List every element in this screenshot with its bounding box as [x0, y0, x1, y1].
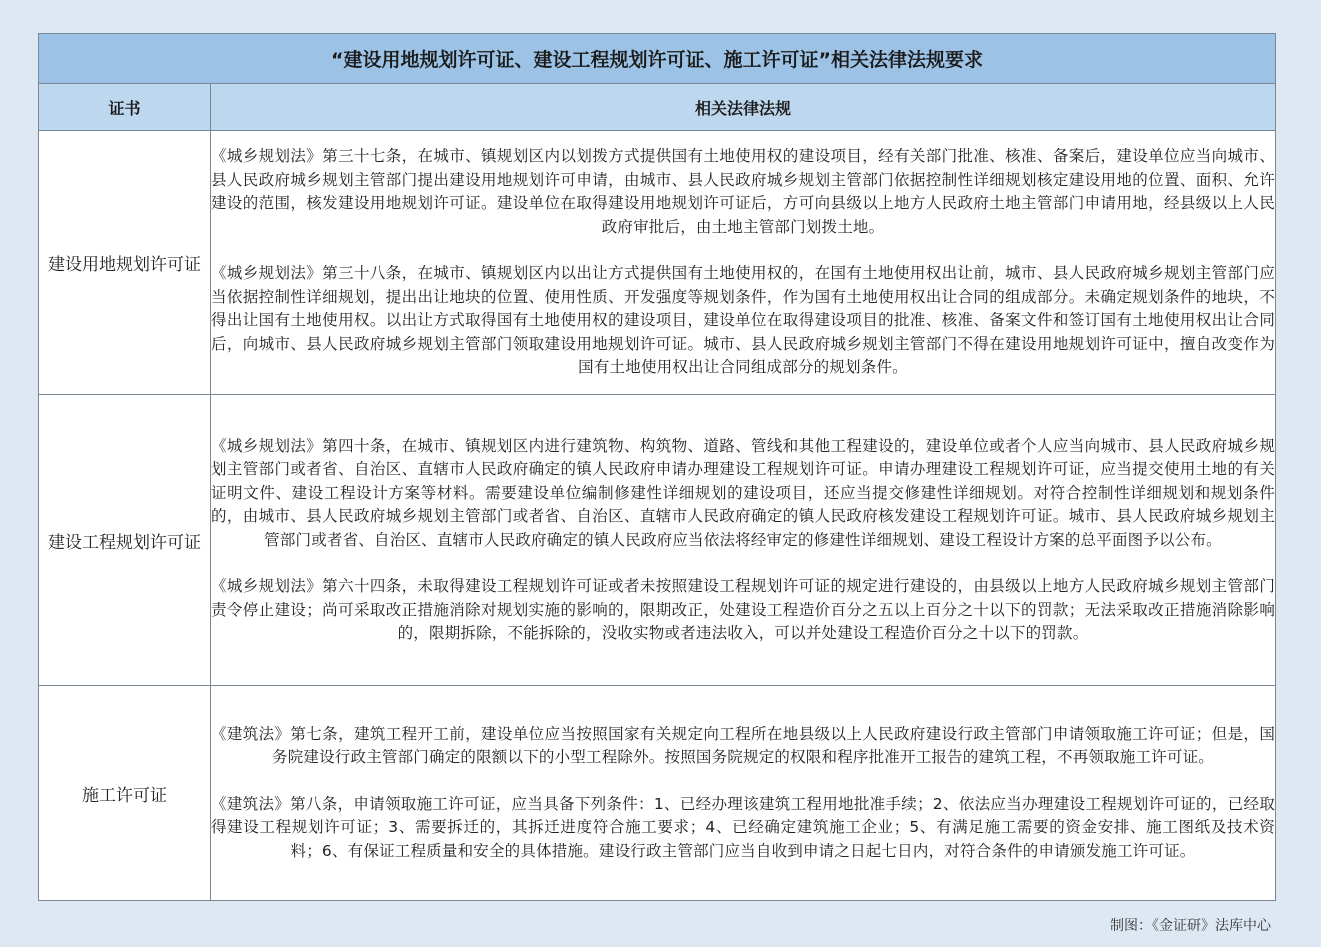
header-certificate: 证书	[39, 84, 211, 131]
law-paragraph: 《城乡规划法》第四十条，在城市、镇规划区内进行建筑物、构筑物、道路、管线和其他工程建设的，建设单位或者个人应当向城市、县人民政府城乡规划主管部门或者省、自治区、直辖市人民政府确定的镇人民政府申请办理建设工程规划许可证。申请办理建设工程规划许可证，应当提交使用土地的有关证明文件、建设工程设计方案等材料。需要建设单位编制修建性详细规划的建设项目，还应当提交修建性详细规划。对符合控制性详细规划和规划条件的，由城市、县人民政府城乡规划主管部门或者省、自治区、直辖市人民政府确定的镇人民政府核发建设工程规划许可证。城市、县人民政府城乡规划主管部门或者省、自治区、直辖市人民政府确定的镇人民政府应当依法将经审定的修建性详细规划、建设工程设计方案的总平面图予以公布。	[211, 436, 1276, 549]
header-row	[39, 84, 1276, 131]
certificate-name: 建设工程规划许可证	[39, 395, 211, 686]
certificate-name: 建设用地规划许可证	[39, 131, 211, 395]
table-title: “建设用地规划许可证、建设工程规划许可证、施工许可证”相关法律法规要求	[39, 34, 1276, 84]
law-paragraph: 《城乡规划法》第三十八条，在城市、镇规划区内以出让方式提供国有土地使用权的，在国有土地使用权出让前，城市、县人民政府城乡规划主管部门应当依据控制性详细规划，提出出让地块的位置、使用性质、开发强度等规划条件，作为国有土地使用权出让合同的组成部分。未确定规划条件的地块，不得出让国有土地使用权。以出让方式取得国有土地使用权的建设项目，建设单位在取得建设项目的批准、核准、备案文件和签订国有土地使用权出让合同后，向城市、县人民政府城乡规划主管部门领取建设用地规划许可证。城市、县人民政府城乡规划主管部门不得在建设用地规划许可证中，擅自改变作为国有土地使用权出让合同组成部分的规划条件。	[211, 264, 1276, 377]
title-row	[39, 34, 1276, 84]
law-paragraph: 《建筑法》第七条，建筑工程开工前，建设单位应当按照国家有关规定向工程所在地县级以上人民政府建设行政主管部门申请领取施工许可证；但是，国务院建设行政主管部门确定的限额以下的小型工程除外。按照国务院规定的权限和程序批准开工报告的建筑工程，不再领取施工许可证。	[211, 724, 1276, 767]
law-text-cell	[211, 395, 1276, 686]
law-requirements-table	[38, 33, 1276, 901]
law-text-cell	[211, 686, 1276, 901]
header-laws: 相关法律法规	[211, 84, 1276, 131]
table-row	[39, 131, 1276, 395]
table-row	[39, 395, 1276, 686]
chart-source-credit: 制图：《金证研》法库中心	[1110, 918, 1271, 934]
law-paragraph: 《建筑法》第八条，申请领取施工许可证，应当具备下列条件：1、已经办理该建筑工程用地批准手续；2、依法应当办理建设工程规划许可证的，已经取得建设工程规划许可证；3、需要拆迁的，其拆迁进度符合施工要求；4、已经确定建筑施工企业；5、有满足施工需要的资金安排、施工图纸及技术资料；6、有保证工程质量和安全的具体措施。建设行政主管部门应当自收到申请之日起七日内，对符合条件的申请颁发施工许可证。	[211, 794, 1276, 860]
law-paragraph: 《城乡规划法》第六十四条，未取得建设工程规划许可证或者未按照建设工程规划许可证的规定进行建设的，由县级以上地方人民政府城乡规划主管部门责令停止建设；尚可采取改正措施消除对规划实施的影响的，限期改正，处建设工程造价百分之五以上百分之十以下的罚款；无法采取改正措施消除影响的，限期拆除，不能拆除的，没收实物或者违法收入，可以并处建设工程造价百分之十以下的罚款。	[211, 577, 1276, 642]
law-paragraph: 《城乡规划法》第三十七条，在城市、镇规划区内以划拨方式提供国有土地使用权的建设项目，经有关部门批准、核准、备案后，建设单位应当向城市、县人民政府城乡规划主管部门提出建设用地规划许可申请，由城市、县人民政府城乡规划主管部门依据控制性详细规划核定建设用地的位置、面积、允许建设的范围，核发建设用地规划许可证。建设单位在取得建设用地规划许可证后，方可向县级以上地方人民政府土地主管部门申请用地，经县级以上人民政府审批后，由土地主管部门划拨土地。	[211, 147, 1276, 236]
certificate-name: 施工许可证	[39, 686, 211, 901]
table-row	[39, 686, 1276, 901]
law-text-cell	[211, 131, 1276, 395]
